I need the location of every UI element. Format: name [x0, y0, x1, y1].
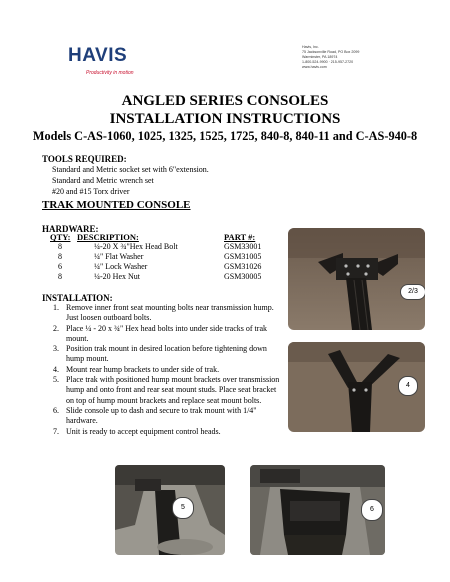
figure-label-5: 5: [172, 497, 194, 519]
installation-heading: INSTALLATION:: [42, 293, 113, 303]
step-text: Position trak mount in desired location before tightening down hump mount.: [66, 344, 267, 364]
tool-item: #20 and #15 Torx driver: [52, 187, 130, 196]
models-line: Models C-AS-1060, 1025, 1325, 1525, 1725, 840-8, 840-11 and C-AS-940-8: [32, 129, 418, 143]
step-number: 4.: [53, 364, 59, 374]
step-number: 7.: [53, 426, 59, 436]
figure-installed-console: [250, 465, 385, 555]
company-address: [302, 45, 412, 70]
description-cell: ¼" Flat Washer: [94, 252, 144, 261]
column-header-qty: QTY:: [50, 232, 71, 242]
address-line: www.havis.com: [302, 65, 327, 69]
step-text: Slide console up to dash and secure to trak mount with 1/4" hardware.: [66, 405, 257, 426]
address-line: Warminster, PA 18974: [302, 55, 338, 59]
document-subtitle: INSTALLATION INSTRUCTIONS: [109, 111, 341, 127]
step-number: 5.: [53, 375, 59, 385]
step-number: 6.: [53, 405, 59, 415]
list-item: [44, 406, 284, 427]
list-item: [44, 427, 284, 437]
step-number: 2.: [53, 323, 59, 333]
step-number: 3.: [53, 344, 59, 354]
part-cell: GSM30005: [224, 272, 262, 281]
description-cell: ¼" Lock Washer: [94, 262, 148, 271]
address-line: Havis, Inc.: [302, 45, 319, 49]
tool-item: Standard and Metric socket set with 6"extension.: [52, 165, 209, 174]
list-item: [44, 375, 284, 406]
section-heading: TRAK MOUNTED CONSOLE: [42, 199, 191, 211]
trak-mount-photo: [288, 228, 425, 330]
list-item: [44, 324, 284, 345]
step-text: Remove inner front seat mounting bolts near transmission hump. Just loosen outboard bolts.: [66, 303, 274, 323]
qty-cell: 6: [58, 262, 62, 271]
hardware-heading: HARDWARE:: [42, 224, 99, 234]
step-text: Unit is ready to accept equipment control heads.: [66, 426, 221, 436]
tools-heading: TOOLS REQUIRED:: [42, 154, 127, 164]
figure-hump-bracket: [288, 342, 425, 432]
part-cell: GSM33001: [224, 242, 262, 251]
document-title: ANGLED SERIES CONSOLES: [121, 93, 329, 109]
qty-cell: 8: [58, 242, 62, 251]
tools-list: [52, 164, 209, 197]
address-line: 1-800-524-9900 · 215-957-2720: [302, 60, 354, 64]
list-item: [44, 365, 284, 375]
installed-trak-photo: [115, 465, 225, 555]
logo-tagline: Productivity in motion: [86, 70, 134, 76]
havis-logo: [68, 45, 188, 85]
list-item: [44, 344, 284, 365]
column-header-description: DESCRIPTION:: [77, 232, 139, 242]
step-text: Place trak with positioned hump mount brackets over transmission hump and onto front and rear seat mount studs. Place seat bracket on top of hump mount brackets and replace seat mount bolts.: [66, 375, 280, 405]
figure-label-4: 4: [398, 376, 418, 396]
part-cell: GSM31005: [224, 252, 262, 261]
logo-wordmark: HAVIS: [68, 45, 128, 66]
installation-steps: [44, 303, 284, 437]
figure-label-2-3: 2/3: [400, 284, 425, 300]
tool-item: Standard and Metric wrench set: [52, 176, 154, 185]
address-line: 75 Jacksonville Road, PO Box 2099: [302, 50, 360, 54]
list-item: [44, 303, 284, 324]
qty-cell: 8: [58, 252, 62, 261]
figure-trak-mount: [288, 228, 425, 330]
part-cell: GSM31026: [224, 262, 262, 271]
step-text: Place ¼ - 20 x ¾" Hex head bolts into under side tracks of trak mount.: [66, 323, 267, 343]
column-header-part: PART #:: [224, 232, 256, 242]
description-cell: ¼-20 Hex Nut: [94, 272, 140, 281]
step-number: 1.: [53, 303, 59, 312]
description-cell: ¼-20 X ¾"Hex Head Bolt: [94, 242, 178, 251]
figure-installed-trak: [115, 465, 225, 555]
step-text: Mount rear hump brackets to under side of trak.: [66, 364, 220, 374]
qty-cell: 8: [58, 272, 62, 281]
figure-label-6: 6: [361, 499, 383, 521]
